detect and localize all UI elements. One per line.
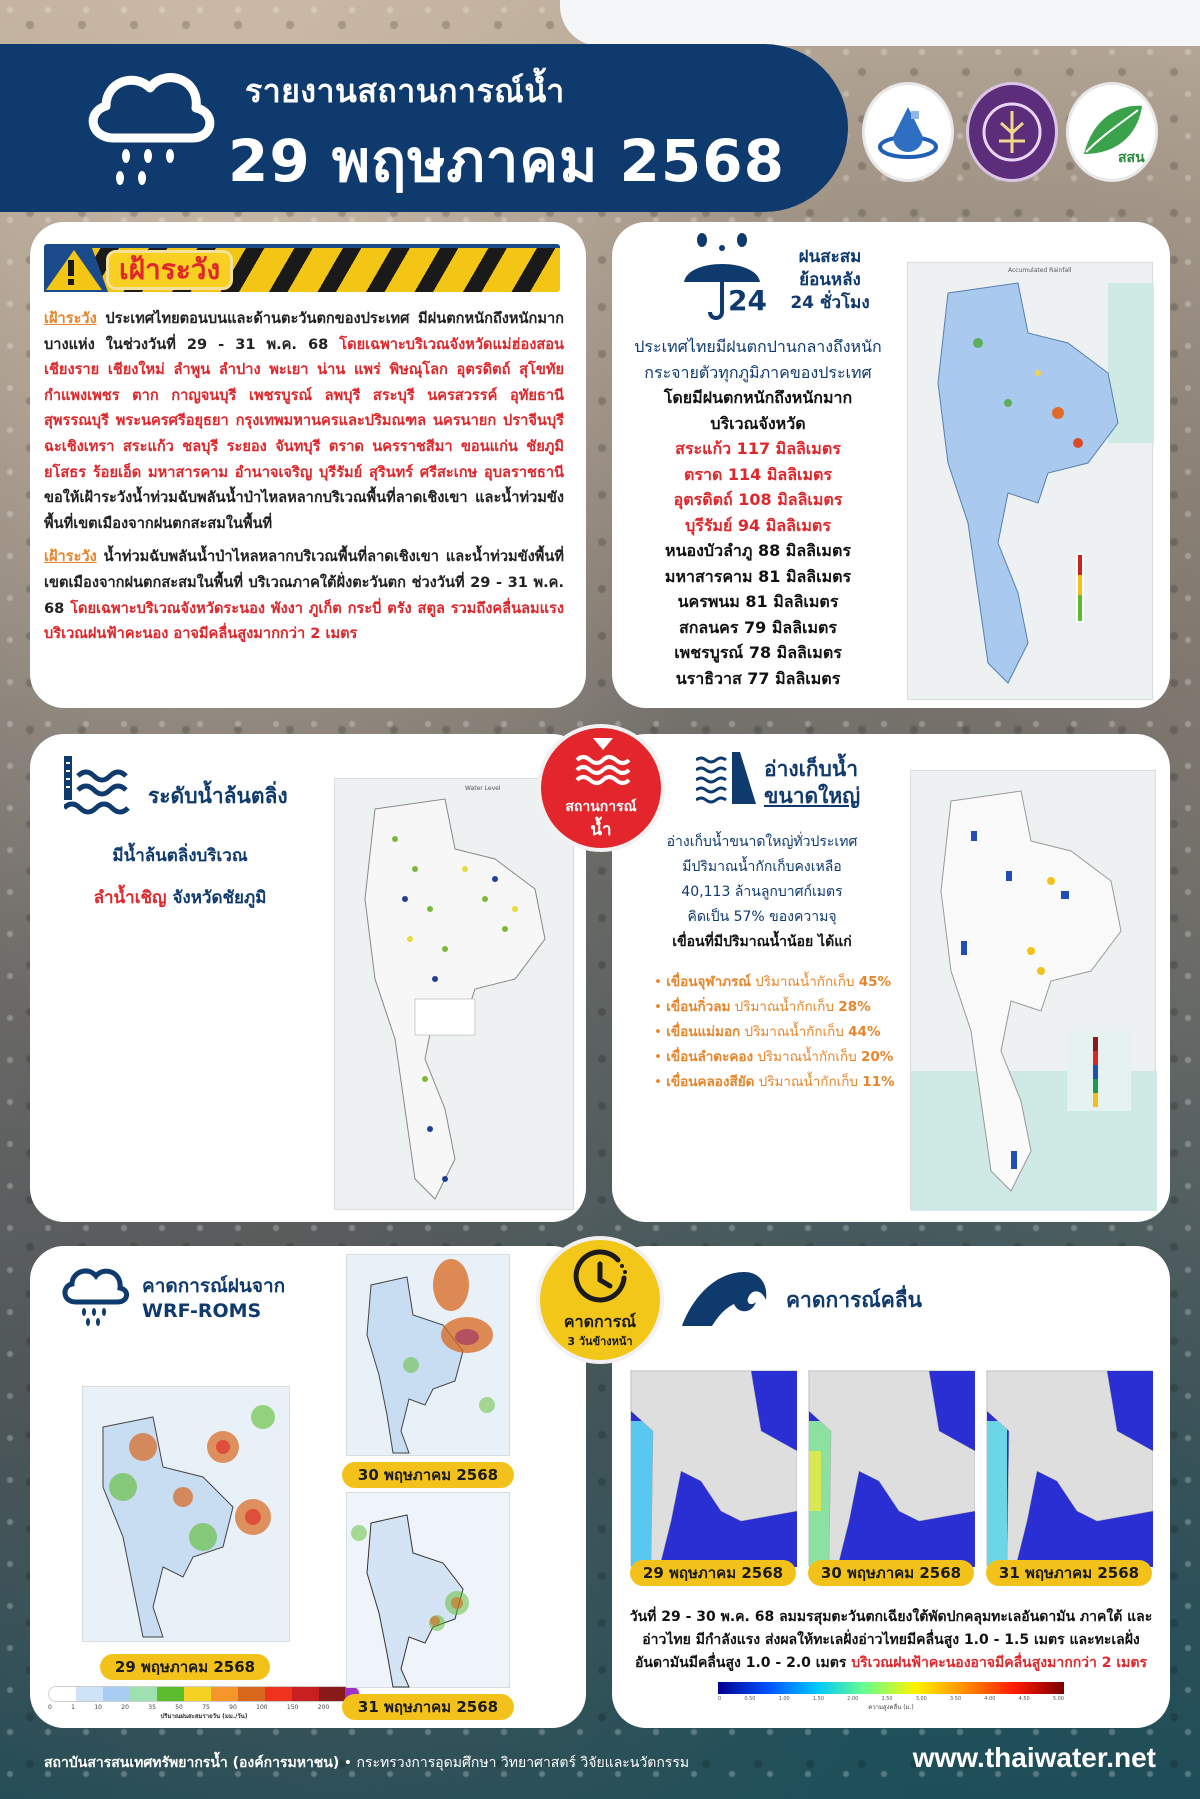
wave-map-day1 xyxy=(630,1370,796,1566)
wrf-map-day1 xyxy=(82,1386,290,1642)
svg-text:สสน: สสน xyxy=(1118,150,1145,166)
wave-map-day2 xyxy=(808,1370,974,1566)
header-bar xyxy=(0,44,848,212)
low-dams-list xyxy=(654,970,914,1095)
wrf-map-day3 xyxy=(346,1492,510,1688)
warning-label: เฝ้าระวัง xyxy=(106,250,233,290)
wrf-map-day2 xyxy=(346,1254,510,1456)
rain-24h-summary: ประเทศไทยมีฝนตกปานกลางถึงหนัก กระจายตัวทุกภูมิภาคของประเทศ โดยมีฝนตกหนักถึงหนักมาก บริเวณจังหวัด สระแก้ว 117 มิลลิเมตร ตราด 114 มิลลิเมตร อุตรดิตถ์ 108 มิลลิเมตร บุรีรัมย์ 94 มิลลิเมตร หนองบัวลำภู 88 มิลลิเมตร มหาสารคาม 81 มิลลิเมตร นครพนม 81 มิลลิเมตร สกลนคร 79 มิลลิเมตร เพชรบูรณ์ 78 มิลลิเมตร นราธิวาส 77 มิลลิเมตร xyxy=(634,337,882,688)
ministry-seal-logo xyxy=(966,82,1058,182)
wrf-date-pill-day2: 30 พฤษภาคม 2568 xyxy=(342,1462,514,1488)
cloud-rain-icon xyxy=(76,56,220,188)
rain-24-number: 24 xyxy=(728,284,767,317)
thailand-rainfall-map-graphic xyxy=(908,263,1154,701)
reservoir-map xyxy=(910,770,1156,1210)
warning-paragraph-1: เฝ้าระวัง ประเทศไทยตอนบนและด้านตะวันตกของประเทศ มีฝนตกหนักถึงหนักมากบางแห่ง ในช่วงวันที่ 29 - 31 พ.ค. 68 โดยเฉพาะบริเวณจังหวัดแม่ฮ่องสอน เชียงราย เชียงใหม่ ลำพูน ลำปาง พะเยา น่าน แพร่ พิษณุโลก อุตรดิตถ์ สุโขทัย กำแพงเพชร ตาก กาญจนบุรี เพชรบูรณ์ ลพบุรี สระบุรี นครสวรรค์ อุทัยธานี สุพรรณบุรี พระนครศรีอยุธยา กรุงเทพมหานครและปริมณฑล นครนายก ปราจีนบุรี ฉะเชิงเทรา สระแก้ว ชลบุรี ระยอง จันทบุรี ตราด นครราชสีมา ขอนแก่น ชัยภูมิ ยโสธร ร้อยเอ็ด มหาสารคาม อำนาจเจริญ บุรีรัมย์ สุรินทร์ ศรีสะเกษ อุบลราชธานี ขอให้เฝ้าระวังน้ำท่วมฉับพลันน้ำป่าไหลหลากบริเวณพื้นที่ลาดเชิงเขา และน้ำท่วมขังพื้นที่เขตเมืองจากฝนตกสะสมในพื้นที่ xyxy=(44,310,564,532)
wave-map-day3 xyxy=(986,1370,1152,1566)
rainfall-scale-bar xyxy=(48,1686,360,1702)
leaf-logo xyxy=(1066,82,1158,182)
thailand-water-level-map-graphic xyxy=(335,779,575,1211)
wave-date-pill-day1: 29 พฤษภาคม 2568 xyxy=(630,1560,796,1586)
warning-paragraph-2: เฝ้าระวัง น้ำท่วมฉับพลันน้ำป่าไหลหลากบริเวณพื้นที่ลาดเชิงเขา และน้ำท่วมขังพื้นที่เขตเมืองจากฝนตกสะสมในพื้นที่ บริเวณภาคใต้ฝั่งตะวันตก ช่วงวันที่ 29 - 31 พ.ค. 68 โดยเฉพาะบริเวณจังหวัดระนอง พังงา ภูเก็ต กระบี่ ตรัง สตูล รวมถึงคลื่นลมแรงบริเวณฝนฟ้าคะนอง อาจมีคลื่นสูงมากกว่า 2 เมตร xyxy=(44,548,564,643)
water-waves-icon xyxy=(575,738,631,788)
low-dam-item: • เขื่อนแม่มอก ปริมาณน้ำกักเก็บ 44% xyxy=(654,1024,881,1040)
wave-scale-bar xyxy=(718,1682,1064,1694)
wave-description: วันที่ 29 - 30 พ.ค. 68 ลมมรสุมตะวันตกเฉียงใต้พัดปกคลุมทะเลอันดามัน ภาคใต้ และอ่าวไทย มีกำลังแรง ส่งผลให้ทะเลฝั่งอ่าวไทยมีคลื่นสูง 1.0 - 1.5 เมตร และทะเลฝั่งอันดามันมีคลื่นสูง 1.0 - 2.0 เมตร บริเวณฝนฟ้าคะนองอาจมีคลื่นสูงมากกว่า 2 เมตร xyxy=(629,1609,1153,1671)
warning-banner xyxy=(44,244,560,292)
cloud-rain-icon xyxy=(58,1266,132,1328)
water-level-title: ระดับน้ำล้นตลิ่ง xyxy=(148,784,288,808)
rainfall-scale-legend: 0 1 10 20 35 50 75 90 100 150 200 ปริมาณฝนสะสมรายวัน (มม./วัน) xyxy=(48,1686,360,1722)
rain-24h-card xyxy=(612,222,1170,708)
wave-scale-legend: 0 0.50 1.00 1.50 2.00 2.50 3.00 3.50 4.00 4.50 5.00 ความสูงคลื่น (ม.) xyxy=(718,1682,1064,1712)
water-level-line1: มีน้ำล้นตลิ่งบริเวณ xyxy=(112,846,248,866)
wave-forecast-card xyxy=(612,1246,1170,1728)
dam-reservoir-icon xyxy=(696,752,758,806)
water-level-map: Water Level xyxy=(334,778,574,1210)
low-dam-item: • เขื่อนกิ่วลม ปริมาณน้ำกักเก็บ 28% xyxy=(654,999,871,1015)
reservoir-card xyxy=(612,734,1170,1222)
report-date-title: 29 พฤษภาคม 2568 xyxy=(228,127,785,195)
wrf-date-pill-day3: 31 พฤษภาคม 2568 xyxy=(342,1694,514,1720)
wave-date-pill-day3: 31 พฤษภาคม 2568 xyxy=(986,1560,1152,1586)
reservoir-title: อ่างเก็บน้ำ ขนาดใหญ่ xyxy=(764,757,861,808)
wave-title: คาดการณ์คลื่น xyxy=(786,1288,923,1312)
water-level-card xyxy=(30,734,586,1222)
water-level-gauge-icon xyxy=(64,756,136,820)
footer-organization: สถาบันสารสนเทศทรัพยากรน้ำ (องค์การมหาชน) • กระทรวงการอุดมศึกษา วิทยาศาสตร์ วิจัยและนวัตกรรม xyxy=(44,1755,690,1771)
thailand-reservoir-map-graphic xyxy=(911,771,1157,1211)
clock-icon xyxy=(570,1248,630,1308)
water-situation-badge: สถานการณ์ น้ำ xyxy=(537,724,665,852)
forecast-3day-badge: คาดการณ์ 3 วันข้างหน้า xyxy=(536,1236,664,1364)
water-drop-agency-logo xyxy=(862,82,954,182)
wave-date-pill-day2: 30 พฤษภาคม 2568 xyxy=(808,1560,974,1586)
low-dam-item: • เขื่อนคลองสียัด ปริมาณน้ำกักเก็บ 11% xyxy=(654,1074,895,1090)
report-subtitle: รายงานสถานการณ์น้ำ xyxy=(245,72,565,110)
ocean-wave-icon xyxy=(682,1270,768,1328)
reservoir-summary: อ่างเก็บน้ำขนาดใหญ่ทั่วประเทศ มีปริมาณน้ำกักเก็บคงเหลือ 40,113 ล้านลูกบาศก์เมตร คิดเป็น 57% ของความจุ เขื่อนที่มีปริมาณน้ำน้อย ได้แก่ xyxy=(666,834,858,950)
header-white-tab xyxy=(560,0,1200,46)
wave-scale-ticks: 0 0.50 1.00 1.50 2.00 2.50 3.00 3.50 4.00 4.50 5.00 xyxy=(718,1696,1064,1702)
rain-24h-title: ฝนสะสม ย้อนหลัง 24 ชั่วโมง xyxy=(790,247,870,313)
low-dam-item: • เขื่อนจุฬาภรณ์ ปริมาณน้ำกักเก็บ 45% xyxy=(654,974,892,990)
website-link[interactable]: www.thaiwater.net xyxy=(912,1742,1156,1773)
river-name: ลำน้ำเชิญ xyxy=(93,888,167,908)
wrf-title: คาดการณ์ฝนจาก WRF-ROMS xyxy=(142,1275,286,1322)
water-level-location: ลำน้ำเชิญ จังหวัดชัยภูมิ xyxy=(93,888,267,908)
low-dam-item: • เขื่อนลำตะคอง ปริมาณน้ำกักเก็บ 20% xyxy=(654,1049,894,1065)
warning-text xyxy=(44,306,564,647)
wrf-forecast-card xyxy=(30,1246,586,1728)
rainfall-scale-ticks: 0 1 10 20 35 50 75 90 100 150 200 xyxy=(48,1704,330,1711)
rainfall-map: Accumulated Rainfall xyxy=(907,262,1153,700)
wrf-date-pill-day1: 29 พฤษภาคม 2568 xyxy=(100,1654,270,1680)
warning-card xyxy=(30,222,586,708)
